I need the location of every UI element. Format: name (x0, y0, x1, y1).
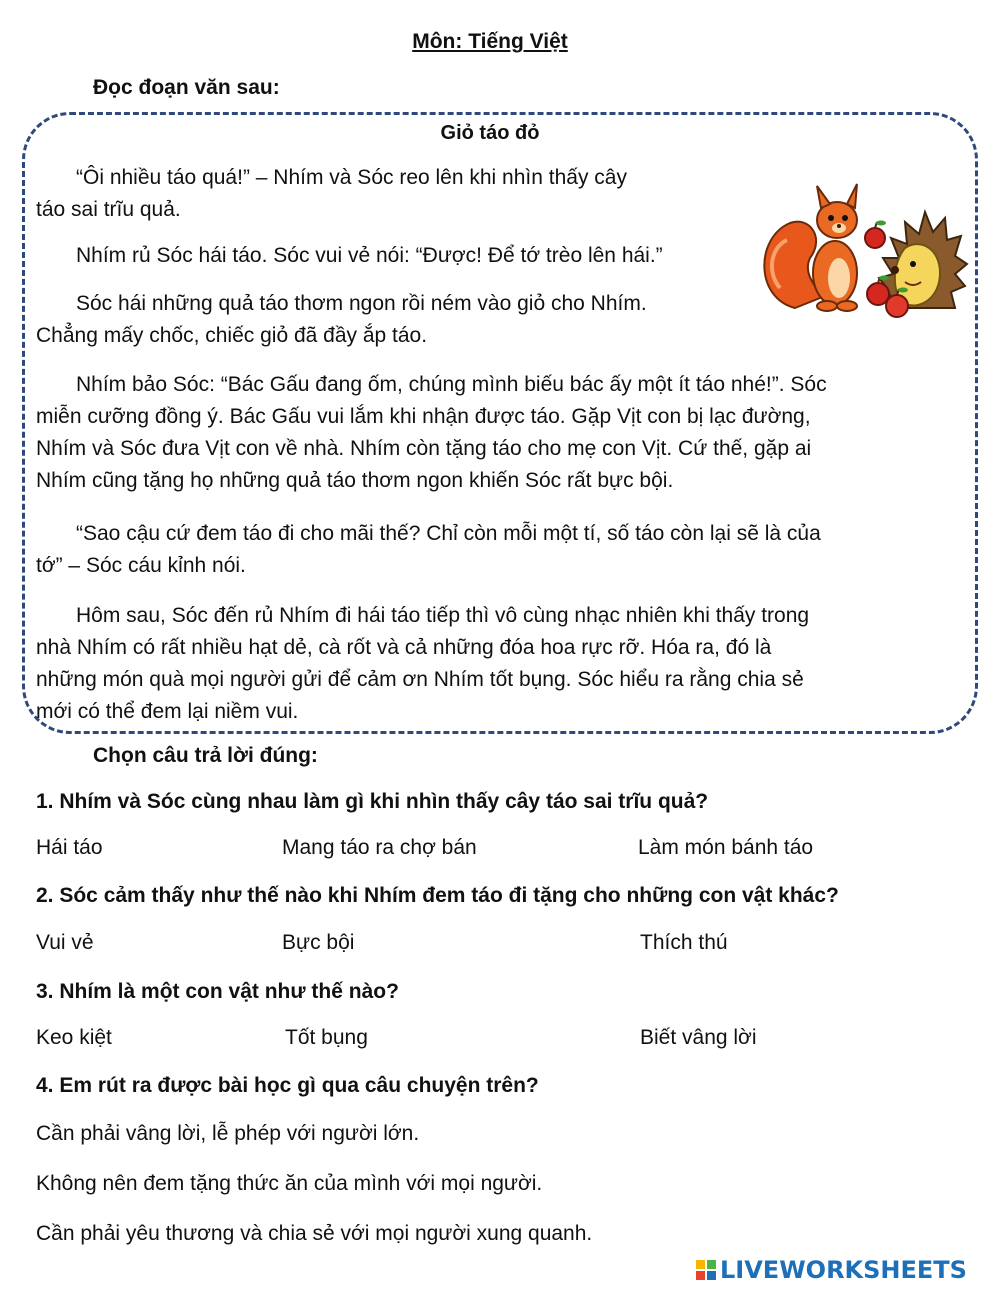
story-paragraph-4 (36, 369, 956, 497)
answer-option[interactable]: Mang táo ra chợ bán (282, 836, 477, 859)
answer-option[interactable]: Keo kiệt (36, 1026, 112, 1049)
answer-option[interactable]: Cần phải yêu thương và chia sẻ với mọi người xung quanh. (36, 1222, 593, 1245)
answer-option[interactable]: Hái táo (36, 836, 103, 859)
question-2: 2. Sóc cảm thấy như thế nào khi Nhím đem táo đi tặng cho những con vật khác? (36, 884, 839, 907)
story-line: Nhím và Sóc đưa Vịt con về nhà. Nhím còn tặng táo cho mẹ con Vịt. Cứ thế, gặp ai (36, 437, 812, 460)
story-line: Nhím bảo Sóc: “Bác Gấu đang ốm, chúng mình biếu bác ấy một ít táo nhé!”. Sóc (76, 373, 827, 396)
logo-blocks-icon (696, 1260, 716, 1280)
liveworksheets-logo (696, 1255, 967, 1285)
question-3: 3. Nhím là một con vật như thế nào? (36, 980, 399, 1003)
story-line: Chẳng mấy chốc, chiếc giỏ đã đầy ắp táo. (36, 324, 428, 347)
quiz-instruction: Chọn câu trả lời đúng: (93, 744, 318, 767)
story-line: tớ” – Sóc cáu kỉnh nói. (36, 554, 246, 577)
answer-option[interactable]: Tốt bụng (285, 1026, 368, 1049)
story-line: nhà Nhím có rất nhiều hạt dẻ, cà rốt và cả những đóa hoa rực rỡ. Hóa ra, đó là (36, 636, 772, 659)
brand-name: LIVEWORKSHEETS (720, 1256, 967, 1284)
answer-option[interactable]: Vui vẻ (36, 931, 94, 954)
answer-option[interactable]: Bực bội (282, 931, 355, 954)
story-paragraph-1 (36, 162, 736, 226)
story-line: những món quà mọi người gửi để cảm ơn Nhím tốt bụng. Sóc hiểu ra rằng chia sẻ (36, 668, 804, 691)
story-line: táo sai trĩu quả. (36, 198, 181, 221)
story-paragraph-3 (36, 288, 756, 352)
story-line: Nhím cũng tặng họ những quả táo thơm ngon khiến Sóc rất bực bội. (36, 469, 674, 492)
story-paragraph-6 (36, 600, 956, 728)
answer-option[interactable]: Biết vâng lời (640, 1026, 757, 1049)
story-paragraph-5 (36, 518, 956, 582)
story-line: mới có thể đem lại niềm vui. (36, 700, 299, 723)
answer-option[interactable]: Không nên đem tặng thức ăn của mình với mọi người. (36, 1172, 543, 1195)
reading-instruction: Đọc đoạn văn sau: (93, 76, 280, 99)
story-title: Giỏ táo đỏ (440, 122, 540, 144)
page-title: Môn: Tiếng Việt (412, 30, 568, 53)
story-line: Hôm sau, Sóc đến rủ Nhím đi hái táo tiếp thì vô cùng nhạc nhiên khi thấy trong (76, 604, 810, 627)
story-line: miễn cưỡng đồng ý. Bác Gấu vui lắm khi nhận được táo. Gặp Vịt con bị lạc đường, (36, 405, 811, 428)
question-1: 1. Nhím và Sóc cùng nhau làm gì khi nhìn thấy cây táo sai trĩu quả? (36, 790, 709, 813)
answer-option[interactable]: Làm món bánh táo (638, 836, 814, 859)
answer-option[interactable]: Cần phải vâng lời, lễ phép với người lớn. (36, 1122, 420, 1145)
story-paragraph-2 (36, 240, 756, 272)
story-line: Nhím rủ Sóc hái táo. Sóc vui vẻ nói: “Được! Để tớ trèo lên hái.” (76, 244, 663, 267)
answer-option[interactable]: Thích thú (640, 931, 728, 954)
squirrel-hedgehog-apples-icon (755, 178, 970, 328)
story-line: “Sao cậu cứ đem táo đi cho mãi thế? Chỉ còn mỗi một tí, số táo còn lại sẽ là của (76, 522, 821, 545)
story-line: “Ôi nhiều táo quá!” – Nhím và Sóc reo lên khi nhìn thấy cây (76, 166, 627, 189)
story-line: Sóc hái những quả táo thơm ngon rồi ném vào giỏ cho Nhím. (76, 292, 647, 315)
question-4: 4. Em rút ra được bài học gì qua câu chuyện trên? (36, 1074, 539, 1097)
